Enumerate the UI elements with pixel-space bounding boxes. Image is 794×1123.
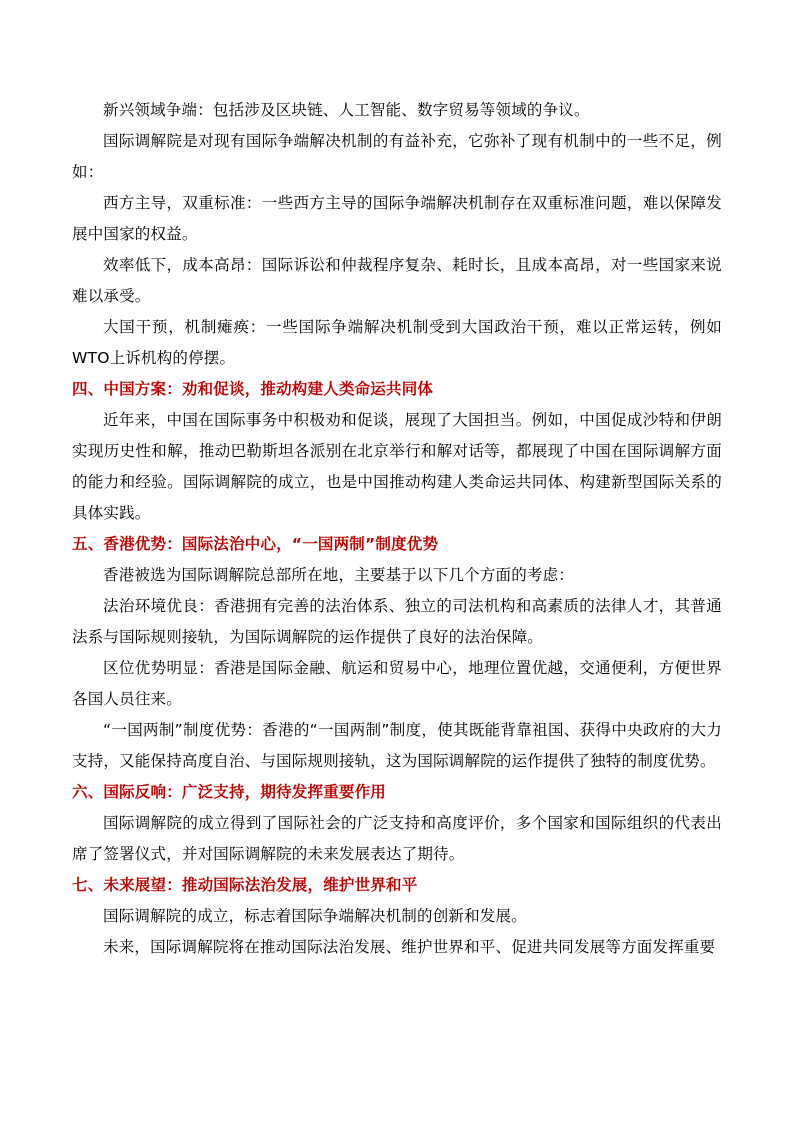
section-heading-future-outlook: 七、未来展望：推动国际法治发展，维护世界和平 (72, 876, 418, 894)
paragraph-one-country-two-systems: “一国两制”制度优势：香港的“一国两制”制度，使其既能背靠祖国、获得中央政府的大力支持，又能保持高度自治、与国际规则接轨，这为国际调解院的运作提供了独特的制度优势。 (72, 721, 722, 770)
paragraph-supplement: 国际调解院是对现有国际争端解决机制的有益补充，它弥补了现有机制中的一些不足，例如： (72, 132, 722, 181)
paragraph-future-role: 未来，国际调解院将在推动国际法治发展、维护世界和平、促进共同发展等方面发挥重要 (103, 938, 716, 956)
paragraph-international-support: 国际调解院的成立得到了国际社会的广泛支持和高度评价，多个国家和国际组织的代表出席了签署仪式，并对国际调解院的未来发展表达了期待。 (72, 814, 722, 863)
section-heading-international-response: 六、国际反响：广泛支持，期待发挥重要作用 (72, 783, 387, 801)
paragraph-emerging-fields: 新兴领域争端：包括涉及区块链、人工智能、数字贸易等领域的争议。 (103, 101, 590, 119)
paragraph-hk-selected: 香港被选为国际调解院总部所在地，主要基于以下几个方面的考虑： (103, 566, 575, 584)
paragraph-rule-of-law: 法治环境优良：香港拥有完善的法治体系、独立的司法机构和高素质的法律人才，其普通法系与国际规则接轨，为国际调解院的运作提供了良好的法治保障。 (72, 597, 722, 646)
paragraph-location-advantage: 区位优势明显：香港是国际金融、航运和贸易中心，地理位置优越，交通便利，方便世界各国人员往来。 (72, 659, 722, 708)
document-page (72, 95, 722, 963)
section-heading-china-plan: 四、中国方案：劝和促谈，推动构建人类命运共同体 (72, 380, 434, 398)
paragraph-great-power-intervention: 大国干预，机制瘫痪：一些国际争端解决机制受到大国政治干预，难以正常运转，例如WTO上诉机构的停摆。 (72, 318, 722, 367)
paragraph-low-efficiency: 效率低下，成本高昂：国际诉讼和仲裁程序复杂、耗时长，且成本高昂，对一些国家来说难以承受。 (72, 256, 722, 305)
section-heading-hong-kong: 五、香港优势：国际法治中心，“一国两制”制度优势 (72, 535, 439, 553)
paragraph-china-mediation: 近年来，中国在国际事务中积极劝和促谈，展现了大国担当。例如，中国促成沙特和伊朗实现历史性和解，推动巴勒斯坦各派别在北京举行和解对话等，都展现了中国在国际调解方面的能力和经验。国际调解院的成立，也是中国推动构建人类命运共同体、构建新型国际关系的具体实践。 (72, 411, 722, 522)
paragraph-innovation: 国际调解院的成立，标志着国际争端解决机制的创新和发展。 (103, 907, 527, 925)
paragraph-western-dominance: 西方主导，双重标准：一些西方主导的国际争端解决机制存在双重标准问题，难以保障发展中国家的权益。 (72, 194, 722, 243)
